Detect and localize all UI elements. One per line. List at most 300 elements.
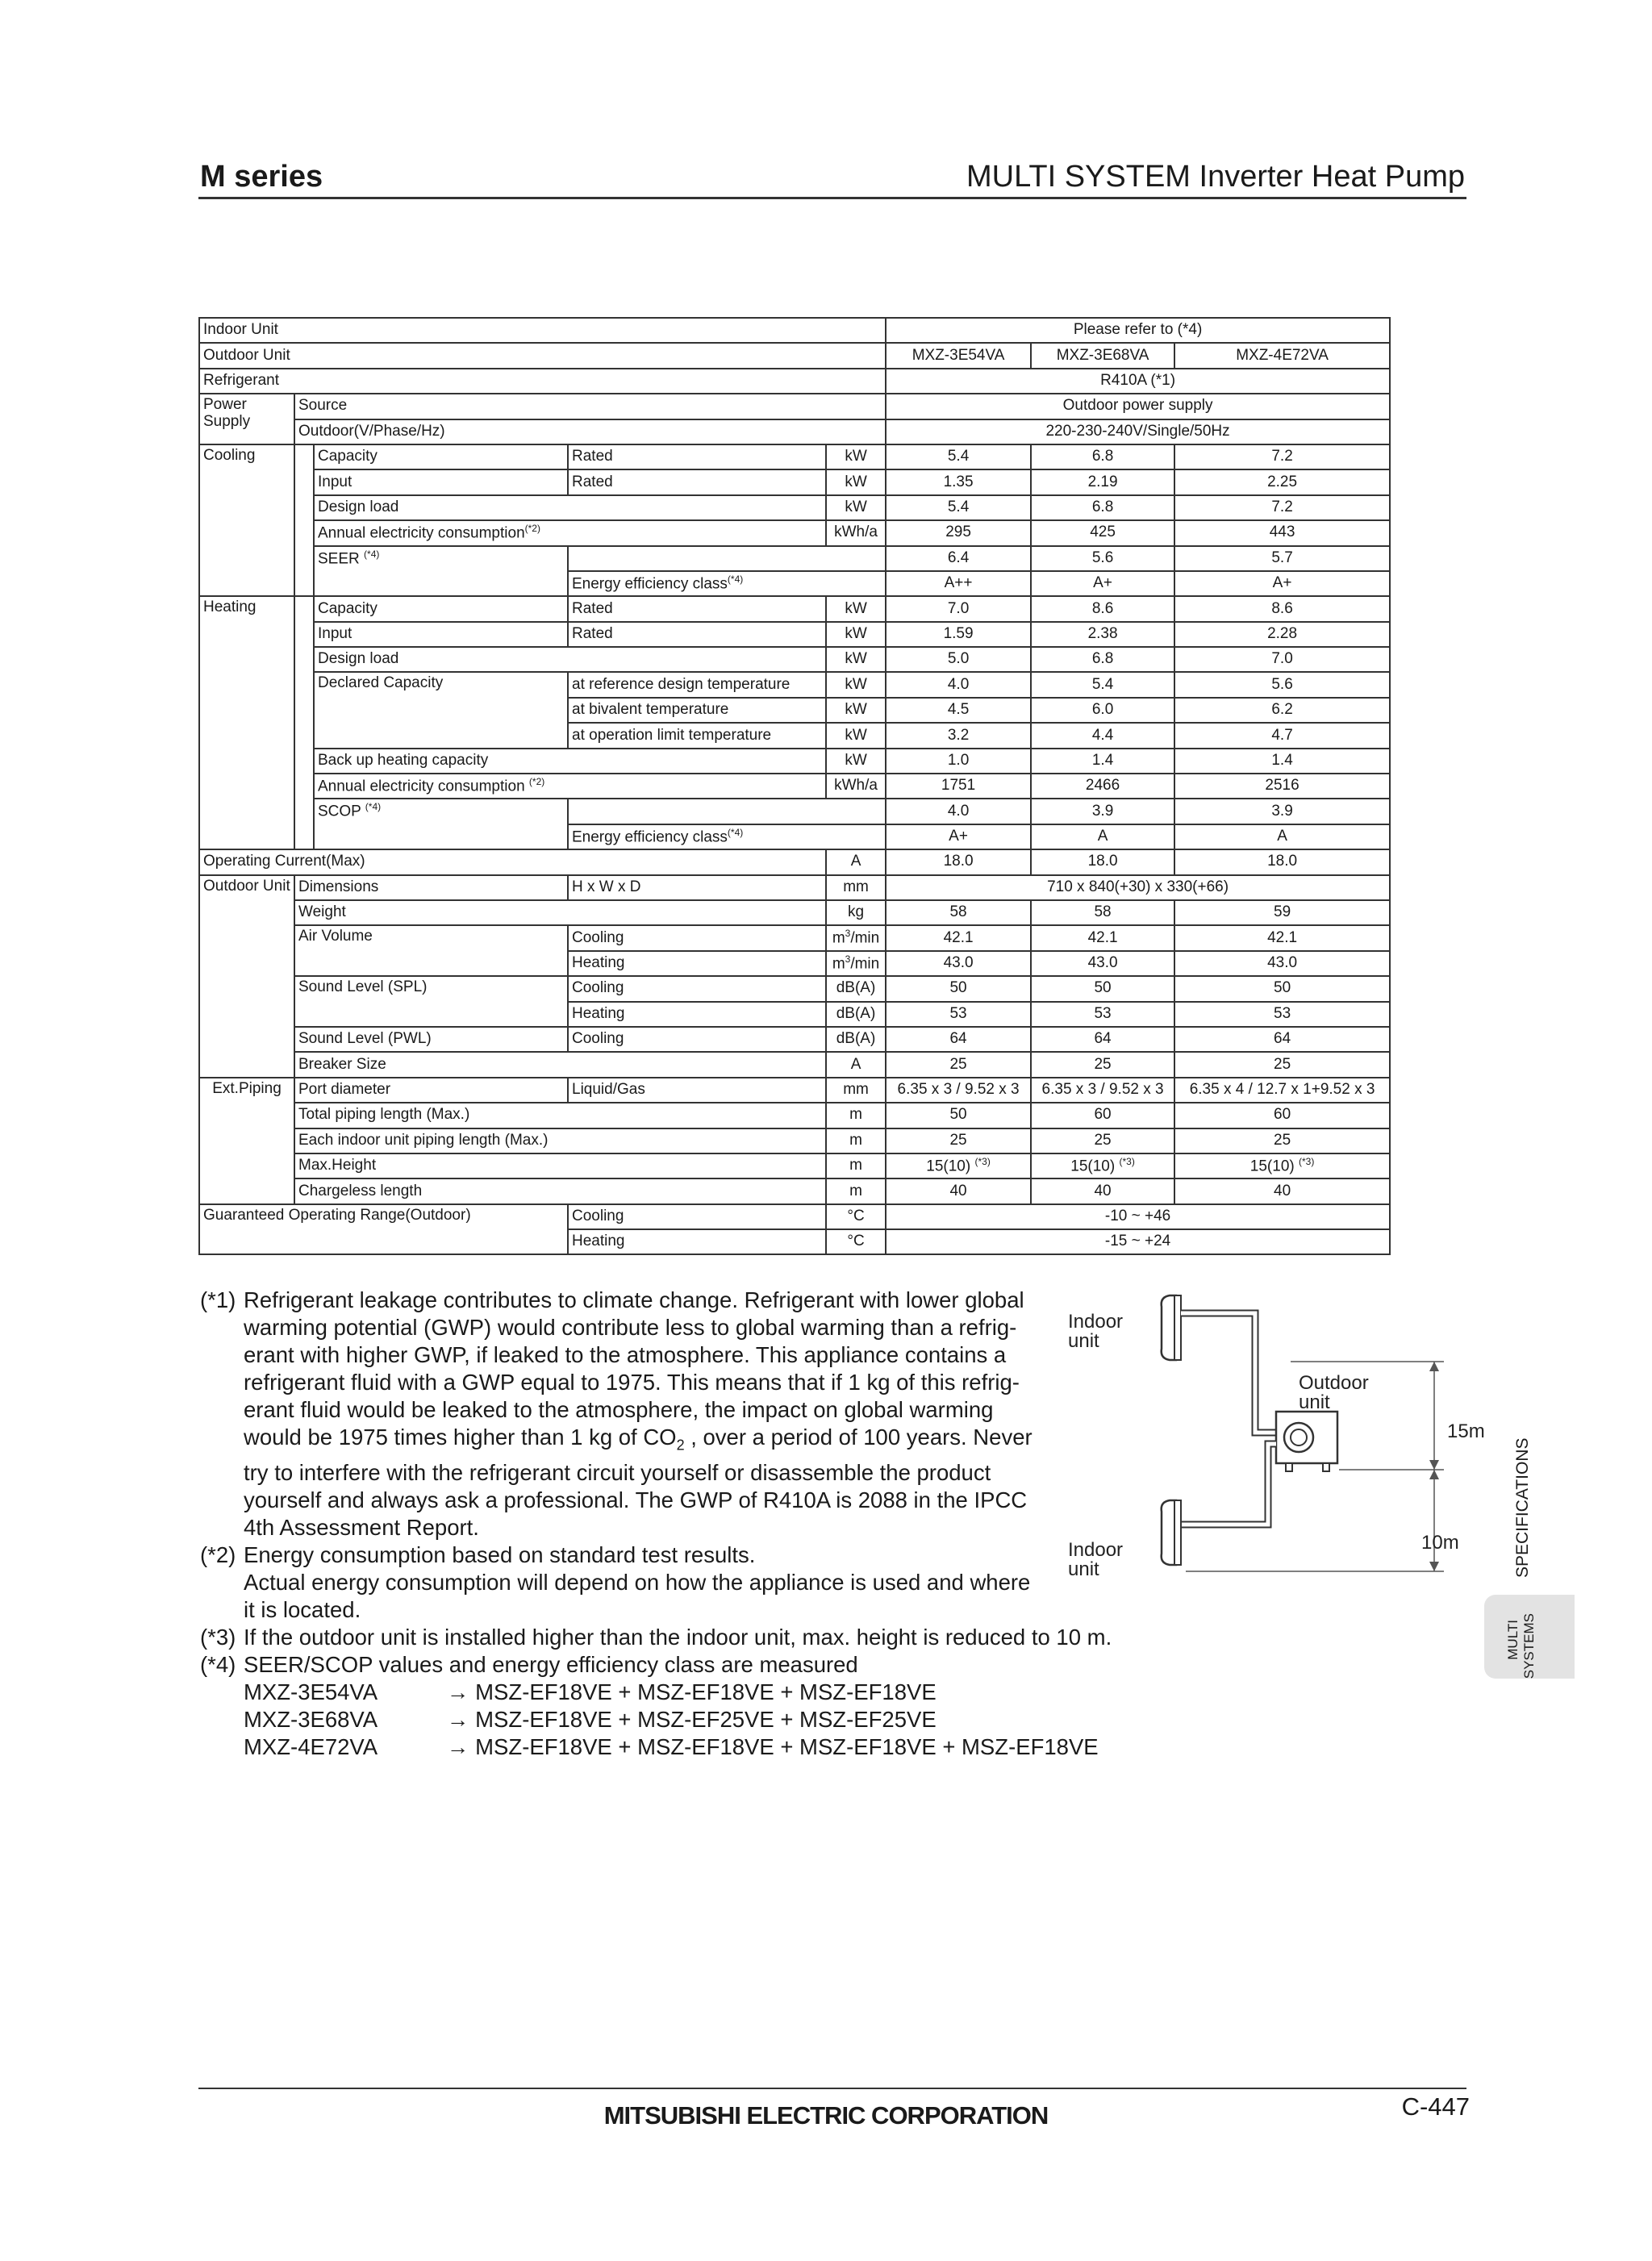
unit-dba: dB(A) <box>826 976 886 1001</box>
operating-current-2: 18.0 <box>1031 849 1174 874</box>
unit-m: m <box>826 1178 886 1204</box>
spl-cooling-1: 50 <box>886 976 1031 1001</box>
seer-2: 5.6 <box>1031 546 1174 571</box>
rated-label: Rated <box>568 596 826 621</box>
heating-mode-label: Heating <box>568 1229 826 1254</box>
note-line: Actual energy consumption will depend on how the appliance is used and where <box>244 1569 1031 1595</box>
co2-text: would be 1975 times higher than 1 kg of CO <box>244 1425 677 1450</box>
combo-units: → MSZ-EF18VE + MSZ-EF18VE + MSZ-EF18VE + MSZ-EF18VE <box>447 1733 1099 1759</box>
unit-degc: °C <box>826 1229 886 1254</box>
note-1-text <box>244 1287 1152 1541</box>
model-col-2: MXZ-3E68VA <box>1031 343 1174 368</box>
unit-cube: 3 <box>845 953 851 965</box>
ext-piping-label: Ext.Piping <box>199 1078 294 1204</box>
footer-rule <box>198 2088 1466 2089</box>
installation-diagram <box>1057 1283 1485 1605</box>
seer-label <box>314 546 568 597</box>
side-section-label: SPECIFICATIONS <box>1513 1437 1532 1578</box>
unit-m: m <box>826 1153 886 1178</box>
unit-m: m <box>826 1103 886 1128</box>
outdoor-unit-label: Outdoor Unit <box>199 343 886 368</box>
max-height-value: 15(10) <box>926 1158 971 1175</box>
backup-label: Back up heating capacity <box>314 749 826 774</box>
combo-row <box>200 1733 1152 1761</box>
unit-kw: kW <box>826 672 886 697</box>
class-text: Energy efficiency class <box>572 575 728 593</box>
unit-min: /min <box>850 929 880 947</box>
table-row <box>199 469 1390 494</box>
unit-degc: °C <box>826 1204 886 1229</box>
table-row <box>199 1052 1390 1077</box>
note-3 <box>200 1624 1152 1651</box>
heating-label: Heating <box>199 596 294 849</box>
note-line: erant fluid would be leaked to the atmosphere, the impact on global warming <box>244 1397 994 1422</box>
note-tag: (*1) <box>200 1287 236 1312</box>
cool-class-3: A+ <box>1174 571 1390 596</box>
chargeless-1: 40 <box>886 1178 1031 1204</box>
table-row <box>199 976 1390 1001</box>
unit-m: m <box>832 929 845 947</box>
cool-annual-3: 443 <box>1174 520 1390 545</box>
cool-class-label <box>568 571 886 596</box>
annual-label-text: Annual electricity consumption <box>318 778 525 795</box>
outdoor-foot-icon <box>1323 1463 1329 1471</box>
unit-a: A <box>826 849 886 874</box>
table-row <box>199 1103 1390 1128</box>
declared-limit-3: 4.7 <box>1174 723 1390 748</box>
pipe-lower-inner <box>1181 1444 1276 1525</box>
seer-1: 6.4 <box>886 546 1031 571</box>
unit-a: A <box>826 1052 886 1077</box>
heat-capacity-1: 7.0 <box>886 596 1031 621</box>
scop-3: 3.9 <box>1174 799 1390 824</box>
cool-input-1: 1.35 <box>886 469 1031 494</box>
class-text: Energy efficiency class <box>572 828 728 846</box>
table-row <box>199 1178 1390 1204</box>
heat-design-load-1: 5.0 <box>886 647 1031 672</box>
source-label: Source <box>294 394 886 419</box>
declared-bivalent-1: 4.5 <box>886 698 1031 723</box>
outdoor-vph-value: 220-230-240V/Single/50Hz <box>886 419 1390 444</box>
unit-kw: kW <box>826 622 886 647</box>
scop-2: 3.9 <box>1031 799 1174 824</box>
arrow-down-icon <box>1429 1460 1439 1470</box>
table-row <box>199 1204 1390 1229</box>
heat-annual-1: 1751 <box>886 774 1031 799</box>
indoor-unit-label: Indoor Unit <box>199 318 886 343</box>
model-col-3: MXZ-4E72VA <box>1174 343 1390 368</box>
total-piping-3: 60 <box>1174 1103 1390 1128</box>
heat-design-load-2: 6.8 <box>1031 647 1174 672</box>
arrow-up-icon <box>1429 1362 1439 1371</box>
spl-heating-2: 53 <box>1031 1002 1174 1027</box>
operating-current-3: 18.0 <box>1174 849 1390 874</box>
heat-capacity-label: Capacity <box>314 596 568 621</box>
note-line: try to interfere with the refrigerant circuit yourself or disassemble the product <box>244 1459 991 1485</box>
sound-pwl-label: Sound Level (PWL) <box>294 1027 568 1052</box>
note-1 <box>200 1287 1152 1541</box>
note-line <box>244 1424 1152 1459</box>
table-row <box>199 546 1390 571</box>
backup-2: 1.4 <box>1031 749 1174 774</box>
note-line: it is located. <box>244 1596 361 1622</box>
spl-cooling-3: 50 <box>1174 976 1390 1001</box>
cooling-mode-label: Cooling <box>568 925 826 950</box>
cool-capacity-2: 6.8 <box>1031 444 1174 469</box>
cool-capacity-3: 7.2 <box>1174 444 1390 469</box>
cool-annual-1: 295 <box>886 520 1031 545</box>
table-row <box>199 1128 1390 1153</box>
table-row <box>199 520 1390 545</box>
heat-class-1: A+ <box>886 824 1031 849</box>
indent-cell <box>294 596 314 849</box>
note-line: warming potential (GWP) would contribute less to global warming than a refrig- <box>244 1315 1017 1340</box>
cooling-mode-label: Cooling <box>568 1027 826 1052</box>
air-heating-2: 43.0 <box>1031 951 1174 976</box>
declared-reference-1: 4.0 <box>886 672 1031 697</box>
note-ref: (*4) <box>727 826 744 838</box>
indent-cell <box>294 444 314 596</box>
side-tab-line2: SYSTEMS <box>1521 1613 1537 1679</box>
note-line: If the outdoor unit is installed higher than the indoor unit, max. height is reduced to 10 m. <box>244 1624 1112 1650</box>
unit-m: m <box>826 1128 886 1153</box>
table-row <box>199 849 1390 874</box>
combo-model: MXZ-3E54VA <box>244 1679 378 1704</box>
outdoor-foot-icon <box>1286 1463 1292 1471</box>
heat-input-1: 1.59 <box>886 622 1031 647</box>
operating-current-1: 18.0 <box>886 849 1031 874</box>
unit-dba: dB(A) <box>826 1002 886 1027</box>
note-ref: (*4) <box>364 548 380 560</box>
max-height-value: 15(10) <box>1070 1158 1116 1175</box>
cool-input-3: 2.25 <box>1174 469 1390 494</box>
unit-kw: kW <box>826 495 886 520</box>
heat-annual-3: 2516 <box>1174 774 1390 799</box>
scop-label <box>314 799 568 849</box>
cooling-label: Cooling <box>199 444 294 596</box>
port-diameter-label: Port diameter <box>294 1078 568 1103</box>
unit-kw: kW <box>826 596 886 621</box>
label-indoor-upper: Indoor <box>1068 1311 1124 1333</box>
pipe-upper-inner <box>1181 1313 1276 1433</box>
chargeless-2: 40 <box>1031 1178 1174 1204</box>
note-line: erant with higher GWP, if leaked to the atmosphere. This appliance contains a <box>244 1342 1007 1367</box>
combo-model: MXZ-4E72VA <box>244 1733 378 1759</box>
heat-class-3: A <box>1174 824 1390 849</box>
power-supply-label: Power Supply <box>199 394 294 444</box>
table-row <box>199 925 1390 950</box>
note-tag: (*4) <box>200 1651 236 1677</box>
cool-annual-label <box>314 520 826 545</box>
spl-heating-3: 53 <box>1174 1002 1390 1027</box>
heat-capacity-3: 8.6 <box>1174 596 1390 621</box>
spl-cooling-2: 50 <box>1031 976 1174 1001</box>
total-piping-2: 60 <box>1031 1103 1174 1128</box>
combo-row <box>200 1679 1152 1706</box>
each-indoor-label: Each indoor unit piping length (Max.) <box>294 1128 826 1153</box>
dimensions-value: 710 x 840(+30) x 330(+66) <box>886 875 1390 900</box>
max-height-1 <box>886 1153 1031 1178</box>
declared-reference-2: 5.4 <box>1031 672 1174 697</box>
port-diameter-1: 6.35 x 3 / 9.52 x 3 <box>886 1078 1031 1103</box>
weight-3: 59 <box>1174 900 1390 925</box>
label-unit-lower: unit <box>1068 1558 1099 1580</box>
note-line: Energy consumption based on standard test results. <box>244 1541 756 1567</box>
note-line: yourself and always ask a professional. The GWP of R410A is 2088 in the IPCC <box>244 1487 1028 1512</box>
label-outdoor: Outdoor <box>1299 1372 1369 1394</box>
page-title: MULTI SYSTEM Inverter Heat Pump <box>966 160 1465 194</box>
backup-3: 1.4 <box>1174 749 1390 774</box>
weight-1: 58 <box>886 900 1031 925</box>
combo-units: → MSZ-EF18VE + MSZ-EF25VE + MSZ-EF25VE <box>447 1706 937 1732</box>
cool-annual-2: 425 <box>1031 520 1174 545</box>
chargeless-3: 40 <box>1174 1178 1390 1204</box>
indoor-unit-value: Please refer to (*4) <box>886 318 1390 343</box>
each-indoor-1: 25 <box>886 1128 1031 1153</box>
scop-1: 4.0 <box>886 799 1031 824</box>
table-row <box>199 672 1390 697</box>
heat-design-load-3: 7.0 <box>1174 647 1390 672</box>
at-bivalent-label: at bivalent temperature <box>568 698 826 723</box>
table-row <box>199 1153 1390 1178</box>
scop-text: SCOP <box>318 803 361 820</box>
cool-design-load-label: Design load <box>314 495 826 520</box>
heat-annual-label <box>314 774 826 799</box>
combo-units: → MSZ-EF18VE + MSZ-EF18VE + MSZ-EF18VE <box>447 1679 937 1704</box>
cool-design-load-1: 5.4 <box>886 495 1031 520</box>
cool-class-1: A++ <box>886 571 1031 596</box>
arrow-up-icon <box>1429 1470 1439 1479</box>
declared-reference-3: 5.6 <box>1174 672 1390 697</box>
heat-input-3: 2.28 <box>1174 622 1390 647</box>
note-line: SEER/SCOP values and energy efficiency class are measured <box>244 1651 858 1677</box>
pwl-cooling-3: 64 <box>1174 1027 1390 1052</box>
range-heating-value: -15 ~ +24 <box>886 1229 1390 1254</box>
at-reference-label: at reference design temperature <box>568 672 826 697</box>
note-tag: (*3) <box>200 1624 236 1650</box>
label-unit-upper: unit <box>1068 1330 1099 1352</box>
cool-class-2: A+ <box>1031 571 1174 596</box>
table-row <box>199 875 1390 900</box>
heating-mode-label: Heating <box>568 1002 826 1027</box>
footnotes <box>200 1287 1152 1761</box>
note-2 <box>200 1541 1152 1569</box>
port-diameter-3: 6.35 x 4 / 12.7 x 1+9.52 x 3 <box>1174 1078 1390 1103</box>
spec-table <box>198 317 1391 1255</box>
unit-kw: kW <box>826 723 886 748</box>
label-15m: 15m <box>1447 1420 1485 1442</box>
heat-input-2: 2.38 <box>1031 622 1174 647</box>
page-number: C-447 <box>1401 2092 1470 2121</box>
note-ref: (*3) <box>1299 1155 1315 1167</box>
guaranteed-range-label: Guaranteed Operating Range(Outdoor) <box>199 1204 568 1255</box>
table-row <box>199 749 1390 774</box>
cool-capacity-label: Capacity <box>314 444 568 469</box>
at-limit-label: at operation limit temperature <box>568 723 826 748</box>
note-tag: (*2) <box>200 1541 236 1567</box>
unit-m: m <box>832 955 845 973</box>
table-row <box>199 596 1390 621</box>
rated-label: Rated <box>568 469 826 494</box>
breaker-label: Breaker Size <box>294 1052 826 1077</box>
cool-design-load-3: 7.2 <box>1174 495 1390 520</box>
pipe-upper-outer <box>1181 1313 1276 1433</box>
cool-capacity-1: 5.4 <box>886 444 1031 469</box>
unit-kw: kW <box>826 749 886 774</box>
unit-mm: mm <box>826 875 886 900</box>
heat-class-label <box>568 824 886 849</box>
port-diameter-2: 6.35 x 3 / 9.52 x 3 <box>1031 1078 1174 1103</box>
cooling-mode-label: Cooling <box>568 1204 826 1229</box>
note-line: Refrigerant leakage contributes to climate change. Refrigerant with lower global <box>244 1287 1024 1312</box>
combo-model: MXZ-3E68VA <box>244 1706 378 1732</box>
cool-input-2: 2.19 <box>1031 469 1174 494</box>
label-10m: 10m <box>1421 1532 1459 1554</box>
refrigerant-value: R410A (*1) <box>886 369 1390 394</box>
label-indoor-lower: Indoor <box>1068 1539 1124 1561</box>
backup-1: 1.0 <box>886 749 1031 774</box>
pwl-cooling-1: 64 <box>886 1027 1031 1052</box>
table-row <box>199 622 1390 647</box>
table-row <box>199 1027 1390 1052</box>
table-row <box>199 900 1390 925</box>
note-ref: (*3) <box>974 1155 991 1167</box>
annual-label-text: Annual electricity consumption <box>318 524 525 542</box>
air-volume-label: Air Volume <box>294 925 568 976</box>
table-row <box>199 394 1390 419</box>
rated-label: Rated <box>568 444 826 469</box>
outdoor-fan-hub-icon <box>1291 1429 1307 1445</box>
unit-kg: kg <box>826 900 886 925</box>
air-cooling-3: 42.1 <box>1174 925 1390 950</box>
pwl-cooling-2: 64 <box>1031 1027 1174 1052</box>
note-4 <box>200 1651 1152 1679</box>
operating-current-label: Operating Current(Max) <box>199 849 826 874</box>
heat-capacity-2: 8.6 <box>1031 596 1174 621</box>
unit-m3min <box>826 951 886 976</box>
unit-mm: mm <box>826 1078 886 1103</box>
refrigerant-label: Refrigerant <box>199 369 886 394</box>
weight-label: Weight <box>294 900 826 925</box>
table-row <box>199 419 1390 444</box>
total-piping-label: Total piping length (Max.) <box>294 1103 826 1128</box>
total-piping-1: 50 <box>886 1103 1031 1128</box>
label-unit-outdoor: unit <box>1299 1391 1330 1413</box>
max-height-2 <box>1031 1153 1174 1178</box>
table-row <box>199 495 1390 520</box>
liquid-gas-label: Liquid/Gas <box>568 1078 826 1103</box>
note-ref: (*2) <box>524 523 540 535</box>
dimensions-label: Dimensions <box>294 875 568 900</box>
table-row <box>199 1078 1390 1103</box>
combo-row <box>200 1706 1152 1733</box>
note-ref: (*4) <box>365 801 382 813</box>
seer-3: 5.7 <box>1174 546 1390 571</box>
cool-design-load-2: 6.8 <box>1031 495 1174 520</box>
air-cooling-2: 42.1 <box>1031 925 1174 950</box>
heat-design-load-label: Design load <box>314 647 826 672</box>
unit-kwha: kWh/a <box>826 520 886 545</box>
declared-limit-2: 4.4 <box>1031 723 1174 748</box>
model-col-1: MXZ-3E54VA <box>886 343 1031 368</box>
empty-cell <box>568 546 886 571</box>
series-title: M series <box>200 160 323 194</box>
source-value: Outdoor power supply <box>886 394 1390 419</box>
co2-text-after: , over a period of 100 years. Never <box>684 1425 1032 1450</box>
hwd-label: H x W x D <box>568 875 826 900</box>
table-row <box>199 343 1390 368</box>
declared-bivalent-2: 6.0 <box>1031 698 1174 723</box>
note-ref: (*2) <box>528 776 545 788</box>
note-ref: (*4) <box>727 573 744 585</box>
heating-mode-label: Heating <box>568 951 826 976</box>
unit-cube: 3 <box>845 928 851 940</box>
co2-sub: 2 <box>676 1437 685 1454</box>
note-line: 4th Assessment Report. <box>244 1514 479 1540</box>
table-row <box>199 647 1390 672</box>
max-height-value: 15(10) <box>1249 1158 1295 1175</box>
max-height-3 <box>1174 1153 1390 1178</box>
declared-capacity-label: Declared Capacity <box>314 672 568 748</box>
each-indoor-3: 25 <box>1174 1128 1390 1153</box>
each-indoor-2: 25 <box>1031 1128 1174 1153</box>
cooling-mode-label: Cooling <box>568 976 826 1001</box>
declared-limit-1: 3.2 <box>886 723 1031 748</box>
spl-heating-1: 53 <box>886 1002 1031 1027</box>
seer-text: SEER <box>318 549 360 567</box>
air-heating-3: 43.0 <box>1174 951 1390 976</box>
breaker-2: 25 <box>1031 1052 1174 1077</box>
table-row <box>199 799 1390 824</box>
empty-cell <box>568 799 886 824</box>
max-height-label: Max.Height <box>294 1153 826 1178</box>
unit-kw: kW <box>826 698 886 723</box>
pipe-lower-outer <box>1181 1444 1276 1525</box>
breaker-3: 25 <box>1174 1052 1390 1077</box>
unit-dba: dB(A) <box>826 1027 886 1052</box>
indoor-unit-upper-body <box>1174 1295 1181 1360</box>
outdoor-vph-label: Outdoor(V/Phase/Hz) <box>294 419 886 444</box>
cool-input-label: Input <box>314 469 568 494</box>
declared-bivalent-3: 6.2 <box>1174 698 1390 723</box>
table-row <box>199 369 1390 394</box>
footer-company: MITSUBISHI ELECTRIC CORPORATION <box>603 2101 1049 2130</box>
air-cooling-1: 42.1 <box>886 925 1031 950</box>
chargeless-label: Chargeless length <box>294 1178 826 1204</box>
table-row <box>199 444 1390 469</box>
table-row <box>199 774 1390 799</box>
table-row <box>199 318 1390 343</box>
unit-kwha: kWh/a <box>826 774 886 799</box>
weight-2: 58 <box>1031 900 1174 925</box>
unit-kw: kW <box>826 647 886 672</box>
unit-kw: kW <box>826 444 886 469</box>
rated-label: Rated <box>568 622 826 647</box>
heat-annual-2: 2466 <box>1031 774 1174 799</box>
side-tab-line1: MULTI <box>1505 1620 1521 1660</box>
unit-kw: kW <box>826 469 886 494</box>
air-heating-1: 43.0 <box>886 951 1031 976</box>
breaker-1: 25 <box>886 1052 1031 1077</box>
range-cooling-value: -10 ~ +46 <box>886 1204 1390 1229</box>
note-line: refrigerant fluid with a GWP equal to 1975. This means that if 1 kg of this refrig- <box>244 1370 1020 1395</box>
unit-min: /min <box>850 955 880 973</box>
note-ref: (*3) <box>1119 1155 1135 1167</box>
indoor-unit-lower-body <box>1174 1500 1181 1565</box>
heat-class-2: A <box>1031 824 1174 849</box>
unit-m3min <box>826 925 886 950</box>
outdoor-unit-section-label: Outdoor Unit <box>199 875 294 1078</box>
